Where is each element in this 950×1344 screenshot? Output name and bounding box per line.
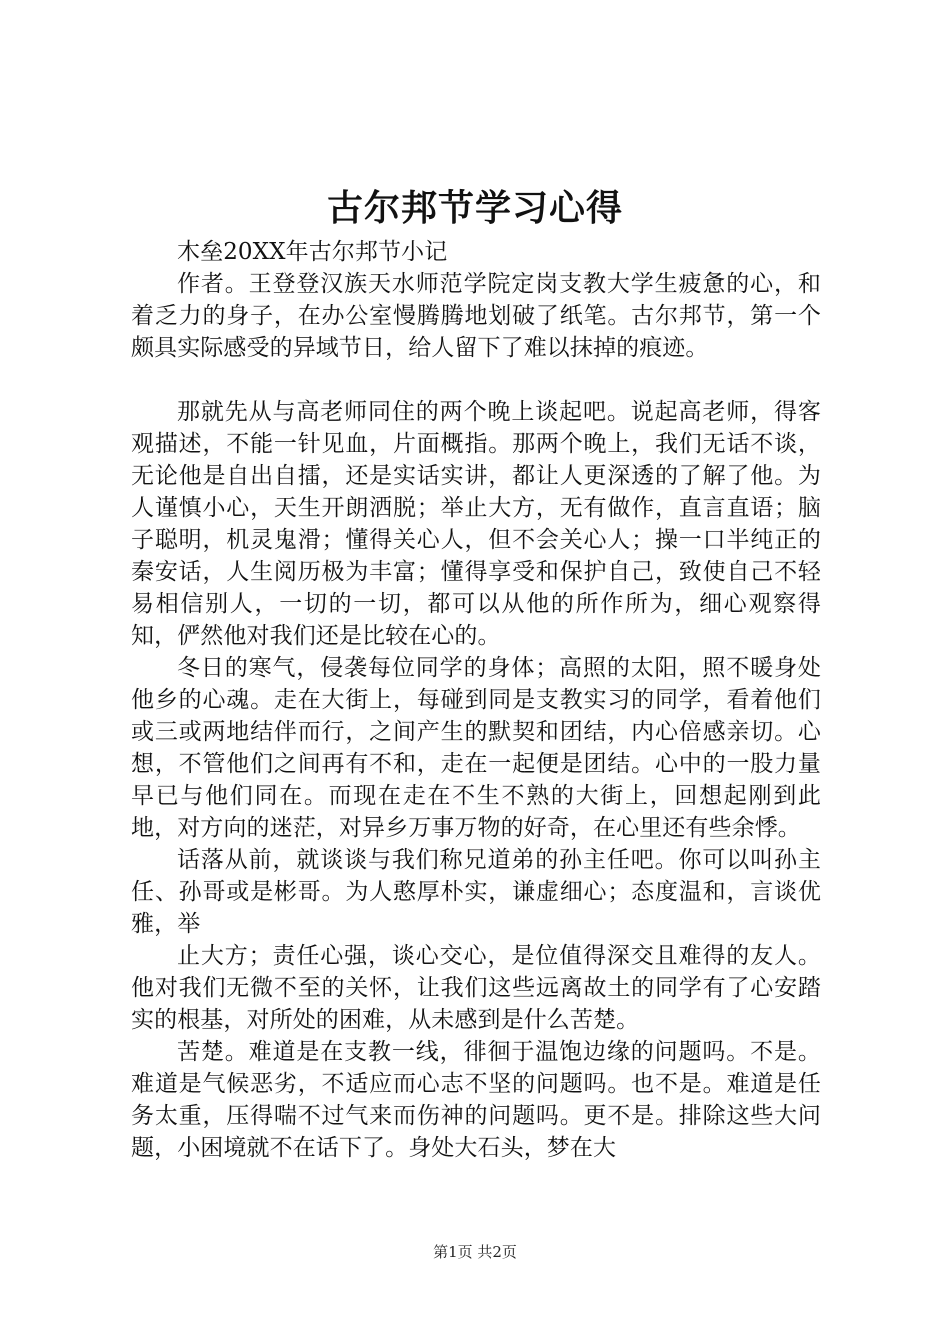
page-number: 第1页 共2页 — [433, 1243, 517, 1261]
body-paragraph: 苦楚。难道是在支教一线，徘徊于温饱边缘的问题吗。不是。难道是气候恶劣，不适应而心志不坚的问题吗。也不是。难道是任务太重，压得喘不过气来而伤神的问题吗。更不是。排除这些大问题，小困境就不在话下了。身处大石头，梦在大 — [131, 1039, 821, 1161]
subtitle-paragraph: 木垒20XX年古尔邦节小记 — [177, 239, 448, 265]
document-title: 古尔邦节学习心得 — [326, 187, 623, 229]
document-body — [131, 236, 821, 1164]
body-paragraph: 止大方；责任心强，谈心交心，是位值得深交且难得的友人。他对我们无微不至的关怀，让我们这些远离故土的同学有了心安踏实的根基，对所处的困难，从未感到是什么苦楚。 — [131, 943, 821, 1033]
body-paragraph: 话落从前，就谈谈与我们称兄道弟的孙主任吧。你可以叫孙主任、孙哥或是彬哥。为人憨厚朴实，谦虚细心；态度温和，言谈优雅，举 — [131, 847, 821, 937]
intro-paragraph: 作者。王登登汉族天水师范学院定岗支教大学生疲惫的心，和着乏力的身子，在办公室慢腾腾地划破了纸笔。古尔邦节，第一个颇具实际感受的异域节日，给人留下了难以抹掉的痕迹。 — [131, 271, 821, 361]
body-paragraph: 那就先从与高老师同住的两个晚上谈起吧。说起高老师，得客观描述，不能一针见血，片面概指。那两个晚上，我们无话不谈，无论他是自出自擂，还是实话实讲，都让人更深透的了解了他。为人谨慎小心，天生开朗洒脱；举止大方，无有做作，直言直语；脑子聪明，机灵鬼滑；懂得关心人，但不会关心人；操一口半纯正的秦安话，人生阅历极为丰富；懂得享受和保护自己，致使自己不轻易相信别人，一切的一切，都可以从他的所作所为，细心观察得知，俨然他对我们还是比较在心的。 — [131, 399, 821, 649]
body-paragraph: 冬日的寒气，侵袭每位同学的身体；高照的太阳，照不暖身处他乡的心魂。走在大街上，每碰到同是支教实习的同学，看着他们或三或两地结伴而行，之间产生的默契和团结，内心倍感亲切。心想，不管他们之间再有不和，走在一起便是团结。心中的一股力量早已与他们同在。而现在走在不生不熟的大街上，回想起刚到此地，对方向的迷茫，对异乡万事万物的好奇，在心里还有些余悸。 — [131, 655, 821, 841]
